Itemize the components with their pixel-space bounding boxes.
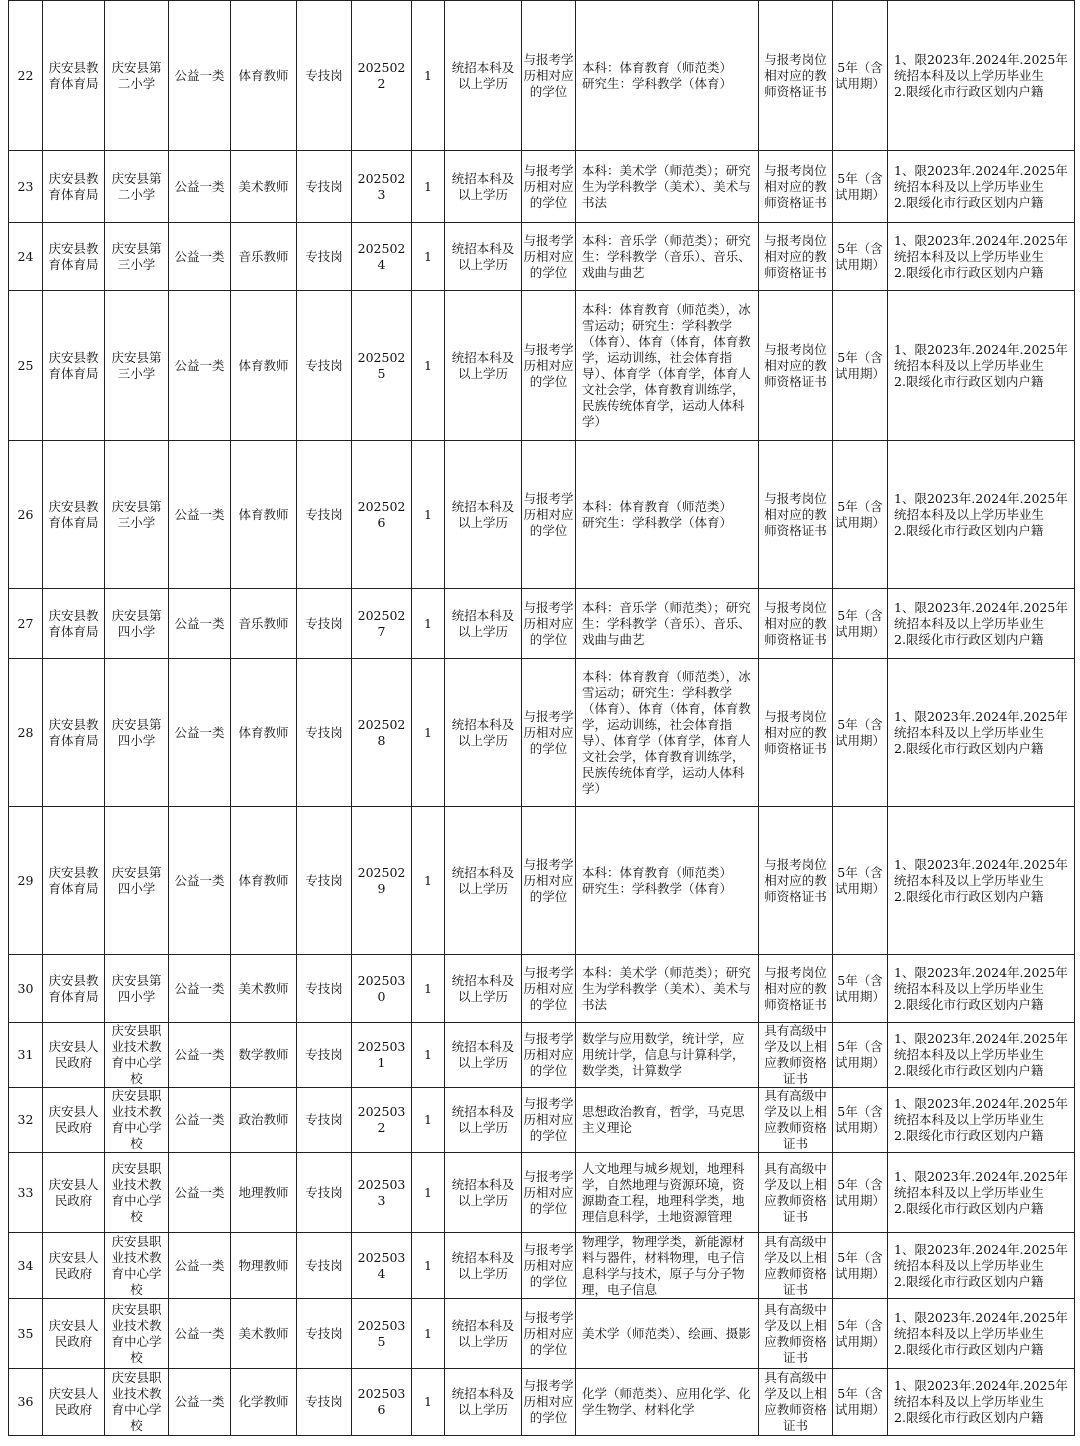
post-type-cell: 专技岗 [297,1088,352,1153]
unit-category-cell: 公益一类 [169,1023,231,1088]
service-term-cell: 5年（含试用期） [833,1,888,151]
table-row [9,1369,1075,1436]
unit-category-cell: 公益一类 [169,1,231,151]
position-code-cell: 2025036 [352,1369,412,1436]
other-requirements-cell: 1、限2023年.2024年.2025年统招本科及以上学历毕业生 2.限绥化市行政区划内户籍 [888,1,1075,151]
major-requirement-cell: 本科：体育教育（师范类），冰雪运动；研究生：学科教学（体育）、体育（体育，体育教学，运动训练，社会体育指导）、体育学（体育学，体育人文社会学，体育教育训练学，民族传统体育学，运动人体科学） [576,659,759,807]
department-cell: 庆安县教育体育局 [43,659,105,807]
major-requirement-cell: 本科：体育教育（师范类），冰雪运动；研究生：学科教学（体育）、体育（体育，体育教学，运动训练，社会体育指导）、体育学（体育学，体育人文社会学，体育教育训练学，民族传统体育学，运动人体科学） [576,291,759,441]
education-requirement-cell: 统招本科及以上学历 [445,223,522,291]
position-code-cell: 2025030 [352,955,412,1023]
major-requirement-cell: 本科：体育教育（师范类） 研究生：学科教学（体育） [576,807,759,955]
post-type-cell: 专技岗 [297,807,352,955]
row-number-cell: 34 [9,1233,43,1299]
major-requirement-cell: 物理学，物理学类，新能源材料与器件，材料物理，电子信息科学与技术，原子与分子物理，电子信息 [576,1233,759,1299]
education-requirement-cell: 统招本科及以上学历 [445,1,522,151]
unit-category-cell: 公益一类 [169,1153,231,1233]
certificate-requirement-cell: 具有高级中学及以上相应教师资格证书 [759,1233,833,1299]
position-name-cell: 化学教师 [231,1369,297,1436]
post-type-cell: 专技岗 [297,441,352,589]
row-number-cell: 36 [9,1369,43,1436]
certificate-requirement-cell: 具有高级中学及以上相应教师资格证书 [759,1153,833,1233]
employer-unit-cell: 庆安县第三小学 [105,291,169,441]
education-requirement-cell: 统招本科及以上学历 [445,441,522,589]
other-requirements-cell: 1、限2023年.2024年.2025年统招本科及以上学历毕业生 2.限绥化市行政区划内户籍 [888,1153,1075,1233]
major-requirement-cell: 化学（师范类）、应用化学、化学生物学、材料化学 [576,1369,759,1436]
certificate-requirement-cell: 与报考岗位相对应的教师资格证书 [759,807,833,955]
other-requirements-cell: 1、限2023年.2024年.2025年统招本科及以上学历毕业生 2.限绥化市行政区划内户籍 [888,441,1075,589]
position-name-cell: 地理教师 [231,1153,297,1233]
position-name-cell: 音乐教师 [231,589,297,659]
position-name-cell: 体育教师 [231,659,297,807]
education-requirement-cell: 统招本科及以上学历 [445,1369,522,1436]
post-type-cell: 专技岗 [297,1299,352,1369]
hire-count-cell: 1 [412,589,445,659]
table-row [9,1299,1075,1369]
hire-count-cell: 1 [412,441,445,589]
certificate-requirement-cell: 具有高级中学及以上相应教师资格证书 [759,1299,833,1369]
unit-category-cell: 公益一类 [169,1233,231,1299]
certificate-requirement-cell: 具有高级中学及以上相应教师资格证书 [759,1369,833,1436]
table-row [9,441,1075,589]
unit-category-cell: 公益一类 [169,1088,231,1153]
other-requirements-cell: 1、限2023年.2024年.2025年统招本科及以上学历毕业生 2.限绥化市行政区划内户籍 [888,1299,1075,1369]
service-term-cell: 5年（含试用期） [833,1299,888,1369]
degree-requirement-cell: 与报考学历相对应的学位 [522,223,576,291]
degree-requirement-cell: 与报考学历相对应的学位 [522,1233,576,1299]
service-term-cell: 5年（含试用期） [833,589,888,659]
service-term-cell: 5年（含试用期） [833,151,888,223]
table-row [9,223,1075,291]
certificate-requirement-cell: 与报考岗位相对应的教师资格证书 [759,955,833,1023]
position-code-cell: 2025024 [352,223,412,291]
employer-unit-cell: 庆安县第三小学 [105,441,169,589]
post-type-cell: 专技岗 [297,659,352,807]
hire-count-cell: 1 [412,1233,445,1299]
certificate-requirement-cell: 与报考岗位相对应的教师资格证书 [759,441,833,589]
post-type-cell: 专技岗 [297,1153,352,1233]
employer-unit-cell: 庆安县职业技术教育中心学校 [105,1299,169,1369]
hire-count-cell: 1 [412,1088,445,1153]
table-row [9,1,1075,151]
major-requirement-cell: 思想政治教育，哲学，马克思主义理论 [576,1088,759,1153]
position-code-cell: 2025026 [352,441,412,589]
row-number-cell: 24 [9,223,43,291]
other-requirements-cell: 1、限2023年.2024年.2025年统招本科及以上学历毕业生 2.限绥化市行政区划内户籍 [888,1088,1075,1153]
department-cell: 庆安县教育体育局 [43,223,105,291]
position-name-cell: 音乐教师 [231,223,297,291]
degree-requirement-cell: 与报考学历相对应的学位 [522,807,576,955]
unit-category-cell: 公益一类 [169,955,231,1023]
table-row [9,1153,1075,1233]
education-requirement-cell: 统招本科及以上学历 [445,1233,522,1299]
degree-requirement-cell: 与报考学历相对应的学位 [522,1,576,151]
post-type-cell: 专技岗 [297,291,352,441]
position-code-cell: 2025032 [352,1088,412,1153]
employer-unit-cell: 庆安县第四小学 [105,955,169,1023]
employer-unit-cell: 庆安县职业技术教育中心学校 [105,1088,169,1153]
other-requirements-cell: 1、限2023年.2024年.2025年统招本科及以上学历毕业生 2.限绥化市行政区划内户籍 [888,589,1075,659]
unit-category-cell: 公益一类 [169,659,231,807]
other-requirements-cell: 1、限2023年.2024年.2025年统招本科及以上学历毕业生 2.限绥化市行政区划内户籍 [888,807,1075,955]
position-code-cell: 2025029 [352,807,412,955]
department-cell: 庆安县教育体育局 [43,441,105,589]
position-name-cell: 美术教师 [231,151,297,223]
table-row [9,291,1075,441]
position-name-cell: 美术教师 [231,1299,297,1369]
position-code-cell: 2025034 [352,1233,412,1299]
row-number-cell: 35 [9,1299,43,1369]
education-requirement-cell: 统招本科及以上学历 [445,1299,522,1369]
service-term-cell: 5年（含试用期） [833,659,888,807]
position-name-cell: 物理教师 [231,1233,297,1299]
position-name-cell: 体育教师 [231,291,297,441]
degree-requirement-cell: 与报考学历相对应的学位 [522,291,576,441]
department-cell: 庆安县教育体育局 [43,1,105,151]
unit-category-cell: 公益一类 [169,589,231,659]
hire-count-cell: 1 [412,1153,445,1233]
post-type-cell: 专技岗 [297,1,352,151]
position-code-cell: 2025022 [352,1,412,151]
certificate-requirement-cell: 具有高级中学及以上相应教师资格证书 [759,1088,833,1153]
position-code-cell: 2025025 [352,291,412,441]
row-number-cell: 28 [9,659,43,807]
other-requirements-cell: 1、限2023年.2024年.2025年统招本科及以上学历毕业生 2.限绥化市行政区划内户籍 [888,659,1075,807]
department-cell: 庆安县教育体育局 [43,151,105,223]
degree-requirement-cell: 与报考学历相对应的学位 [522,1299,576,1369]
employer-unit-cell: 庆安县第四小学 [105,659,169,807]
major-requirement-cell: 本科：体育教育（师范类） 研究生：学科教学（体育） [576,1,759,151]
certificate-requirement-cell: 与报考岗位相对应的教师资格证书 [759,223,833,291]
degree-requirement-cell: 与报考学历相对应的学位 [522,955,576,1023]
service-term-cell: 5年（含试用期） [833,223,888,291]
position-code-cell: 2025031 [352,1023,412,1088]
certificate-requirement-cell: 与报考岗位相对应的教师资格证书 [759,291,833,441]
degree-requirement-cell: 与报考学历相对应的学位 [522,1088,576,1153]
service-term-cell: 5年（含试用期） [833,441,888,589]
service-term-cell: 5年（含试用期） [833,955,888,1023]
position-code-cell: 2025035 [352,1299,412,1369]
post-type-cell: 专技岗 [297,955,352,1023]
row-number-cell: 22 [9,1,43,151]
unit-category-cell: 公益一类 [169,807,231,955]
department-cell: 庆安县人民政府 [43,1023,105,1088]
post-type-cell: 专技岗 [297,589,352,659]
employer-unit-cell: 庆安县第四小学 [105,807,169,955]
degree-requirement-cell: 与报考学历相对应的学位 [522,589,576,659]
employer-unit-cell: 庆安县职业技术教育中心学校 [105,1233,169,1299]
department-cell: 庆安县教育体育局 [43,955,105,1023]
degree-requirement-cell: 与报考学历相对应的学位 [522,1023,576,1088]
service-term-cell: 5年（含试用期） [833,1023,888,1088]
department-cell: 庆安县人民政府 [43,1153,105,1233]
department-cell: 庆安县教育体育局 [43,807,105,955]
department-cell: 庆安县人民政府 [43,1369,105,1436]
service-term-cell: 5年（含试用期） [833,1153,888,1233]
service-term-cell: 5年（含试用期） [833,291,888,441]
major-requirement-cell: 人文地理与城乡规划，地理科学，自然地理与资源环境，资源勘查工程，地理科学类，地理信息科学，土地资源管理 [576,1153,759,1233]
certificate-requirement-cell: 与报考岗位相对应的教师资格证书 [759,151,833,223]
degree-requirement-cell: 与报考学历相对应的学位 [522,1369,576,1436]
employer-unit-cell: 庆安县职业技术教育中心学校 [105,1023,169,1088]
hire-count-cell: 1 [412,291,445,441]
position-name-cell: 数学教师 [231,1023,297,1088]
hire-count-cell: 1 [412,659,445,807]
major-requirement-cell: 本科：音乐学（师范类）；研究生：学科教学（音乐）、音乐、戏曲与曲艺 [576,589,759,659]
table-row [9,589,1075,659]
major-requirement-cell: 本科：美术学（师范类）；研究生为学科教学（美术）、美术与书法 [576,151,759,223]
position-name-cell: 体育教师 [231,441,297,589]
education-requirement-cell: 统招本科及以上学历 [445,1088,522,1153]
position-name-cell: 政治教师 [231,1088,297,1153]
department-cell: 庆安县教育体育局 [43,291,105,441]
employer-unit-cell: 庆安县职业技术教育中心学校 [105,1369,169,1436]
table-row [9,151,1075,223]
education-requirement-cell: 统招本科及以上学历 [445,955,522,1023]
unit-category-cell: 公益一类 [169,291,231,441]
department-cell: 庆安县人民政府 [43,1088,105,1153]
department-cell: 庆安县人民政府 [43,1233,105,1299]
hire-count-cell: 1 [412,807,445,955]
education-requirement-cell: 统招本科及以上学历 [445,1153,522,1233]
table-row [9,1023,1075,1088]
service-term-cell: 5年（含试用期） [833,1233,888,1299]
post-type-cell: 专技岗 [297,1233,352,1299]
unit-category-cell: 公益一类 [169,441,231,589]
hire-count-cell: 1 [412,1369,445,1436]
unit-category-cell: 公益一类 [169,151,231,223]
degree-requirement-cell: 与报考学历相对应的学位 [522,1153,576,1233]
table-row [9,1233,1075,1299]
position-code-cell: 2025028 [352,659,412,807]
row-number-cell: 33 [9,1153,43,1233]
other-requirements-cell: 1、限2023年.2024年.2025年统招本科及以上学历毕业生 2.限绥化市行政区划内户籍 [888,955,1075,1023]
education-requirement-cell: 统招本科及以上学历 [445,589,522,659]
service-term-cell: 5年（含试用期） [833,1369,888,1436]
hire-count-cell: 1 [412,955,445,1023]
education-requirement-cell: 统招本科及以上学历 [445,807,522,955]
employer-unit-cell: 庆安县职业技术教育中心学校 [105,1153,169,1233]
employer-unit-cell: 庆安县第二小学 [105,1,169,151]
position-code-cell: 2025023 [352,151,412,223]
unit-category-cell: 公益一类 [169,1369,231,1436]
hire-count-cell: 1 [412,1,445,151]
major-requirement-cell: 本科：音乐学（师范类）；研究生：学科教学（音乐）、音乐、戏曲与曲艺 [576,223,759,291]
post-type-cell: 专技岗 [297,1023,352,1088]
employer-unit-cell: 庆安县第二小学 [105,151,169,223]
post-type-cell: 专技岗 [297,151,352,223]
unit-category-cell: 公益一类 [169,223,231,291]
hire-count-cell: 1 [412,1023,445,1088]
other-requirements-cell: 1、限2023年.2024年.2025年统招本科及以上学历毕业生 2.限绥化市行政区划内户籍 [888,1369,1075,1436]
major-requirement-cell: 本科：美术学（师范类）；研究生为学科教学（美术）、美术与书法 [576,955,759,1023]
recruitment-table [8,0,1075,1436]
education-requirement-cell: 统招本科及以上学历 [445,1023,522,1088]
post-type-cell: 专技岗 [297,1369,352,1436]
other-requirements-cell: 1、限2023年.2024年.2025年统招本科及以上学历毕业生 2.限绥化市行政区划内户籍 [888,1023,1075,1088]
position-name-cell: 美术教师 [231,955,297,1023]
certificate-requirement-cell: 与报考岗位相对应的教师资格证书 [759,659,833,807]
table-row [9,1088,1075,1153]
major-requirement-cell: 数学与应用数学，统计学，应用统计学，信息与计算科学，数学类，计算数学 [576,1023,759,1088]
other-requirements-cell: 1、限2023年.2024年.2025年统招本科及以上学历毕业生 2.限绥化市行政区划内户籍 [888,291,1075,441]
other-requirements-cell: 1、限2023年.2024年.2025年统招本科及以上学历毕业生 2.限绥化市行政区划内户籍 [888,151,1075,223]
department-cell: 庆安县人民政府 [43,1299,105,1369]
certificate-requirement-cell: 与报考岗位相对应的教师资格证书 [759,1,833,151]
education-requirement-cell: 统招本科及以上学历 [445,659,522,807]
education-requirement-cell: 统招本科及以上学历 [445,151,522,223]
other-requirements-cell: 1、限2023年.2024年.2025年统招本科及以上学历毕业生 2.限绥化市行政区划内户籍 [888,223,1075,291]
row-number-cell: 29 [9,807,43,955]
education-requirement-cell: 统招本科及以上学历 [445,291,522,441]
table-row [9,807,1075,955]
recruitment-table-sheet [8,0,1074,1436]
position-code-cell: 2025027 [352,589,412,659]
major-requirement-cell: 本科：体育教育（师范类） 研究生：学科教学（体育） [576,441,759,589]
position-name-cell: 体育教师 [231,807,297,955]
unit-category-cell: 公益一类 [169,1299,231,1369]
degree-requirement-cell: 与报考学历相对应的学位 [522,659,576,807]
other-requirements-cell: 1、限2023年.2024年.2025年统招本科及以上学历毕业生 2.限绥化市行政区划内户籍 [888,1233,1075,1299]
table-body [9,1,1075,1436]
row-number-cell: 23 [9,151,43,223]
hire-count-cell: 1 [412,223,445,291]
service-term-cell: 5年（含试用期） [833,807,888,955]
department-cell: 庆安县教育体育局 [43,589,105,659]
table-row [9,955,1075,1023]
row-number-cell: 26 [9,441,43,589]
row-number-cell: 27 [9,589,43,659]
certificate-requirement-cell: 具有高级中学及以上相应教师资格证书 [759,1023,833,1088]
position-name-cell: 体育教师 [231,1,297,151]
major-requirement-cell: 美术学（师范类）、绘画、摄影 [576,1299,759,1369]
post-type-cell: 专技岗 [297,223,352,291]
degree-requirement-cell: 与报考学历相对应的学位 [522,441,576,589]
row-number-cell: 31 [9,1023,43,1088]
row-number-cell: 30 [9,955,43,1023]
degree-requirement-cell: 与报考学历相对应的学位 [522,151,576,223]
table-row [9,659,1075,807]
hire-count-cell: 1 [412,1299,445,1369]
employer-unit-cell: 庆安县第三小学 [105,223,169,291]
hire-count-cell: 1 [412,151,445,223]
row-number-cell: 32 [9,1088,43,1153]
employer-unit-cell: 庆安县第四小学 [105,589,169,659]
service-term-cell: 5年（含试用期） [833,1088,888,1153]
position-code-cell: 2025033 [352,1153,412,1233]
row-number-cell: 25 [9,291,43,441]
certificate-requirement-cell: 与报考岗位相对应的教师资格证书 [759,589,833,659]
